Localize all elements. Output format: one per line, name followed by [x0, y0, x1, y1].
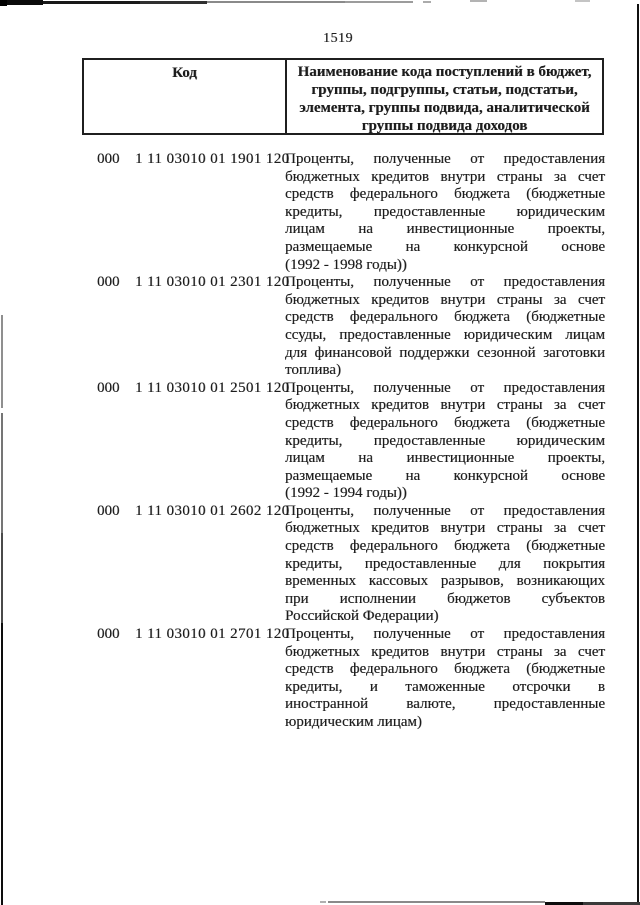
scan-artifact-right-edge [637, 4, 639, 905]
description-line: Проценты, полученные от предоставления [285, 379, 605, 396]
scan-artifact-bottom-edge [320, 901, 326, 903]
scan-artifact-left-edge [1, 315, 3, 408]
table-row [97, 274, 605, 380]
row-description [285, 380, 605, 503]
table-rows [97, 151, 605, 732]
description-line: юридическим лицам) [285, 714, 422, 730]
scan-artifact-top-edge [470, 0, 487, 2]
description-line: кредиты, и таможенные отсрочки в [285, 678, 605, 695]
table-row [97, 503, 605, 626]
description-line: Российской Федерации) [285, 608, 439, 625]
description-line: кредиты, предоставленные юридическим [285, 432, 605, 449]
row-admin-code: 000 [97, 151, 120, 167]
header-cell-name: Наименование кода поступлений в бюджет, группы, подгруппы, статьи, подстатьи, элемента, группы подвида, аналитической группы подвида доходов [297, 64, 592, 134]
description-line: лицам на инвестиционные проекты, [285, 221, 605, 238]
page-number: 1519 [323, 31, 353, 46]
table-row [97, 151, 605, 274]
description-line: при исполнении бюджетов субъектов [285, 590, 605, 607]
row-budget-code: 1 11 03010 01 1901 120 [135, 151, 290, 167]
row-budget-code: 1 11 03010 01 2701 120 [135, 626, 290, 643]
description-line: Проценты, полученные от предоставления [285, 502, 605, 519]
scan-artifact-bottom-edge [328, 901, 545, 903]
description-line: (1992 - 1998 годы)) [285, 256, 407, 273]
description-line: размещаемые на конкурсной основе [285, 467, 605, 484]
table-row [97, 626, 605, 732]
scan-artifact-top-edge [345, 1, 413, 3]
row-admin-code: 000 [97, 379, 120, 396]
header-cell-code: Код [84, 60, 287, 133]
scan-artifact-top-edge [0, 0, 7, 6]
description-line: бюджетных кредитов внутри страны за счет [285, 291, 605, 308]
row-description [285, 151, 605, 274]
scan-artifact-top-edge [43, 1, 140, 4]
row-admin-code: 000 [97, 274, 120, 291]
description-line: бюджетных кредитов внутри страны за счет [285, 397, 605, 414]
table-header [82, 58, 604, 135]
scan-artifact-top-edge [423, 1, 431, 3]
description-line: Проценты, полученные от предоставления [285, 151, 605, 167]
description-line: лицам на инвестиционные проекты, [285, 450, 605, 467]
description-line: Проценты, полученные от предоставления [285, 274, 605, 291]
row-admin-code: 000 [97, 502, 120, 519]
description-line: бюджетных кредитов внутри страны за счет [285, 643, 605, 660]
description-line: ссуды, предоставленные юридическим лицам [285, 326, 605, 343]
row-budget-code: 1 11 03010 01 2602 120 [135, 502, 290, 519]
scan-artifact-top-edge [207, 1, 345, 3]
description-line: временных кассовых разрывов, возникающих [285, 573, 605, 590]
description-line: размещаемые на конкурсной основе [285, 238, 605, 255]
description-line: кредиты, предоставленные для покрытия [285, 555, 605, 572]
description-line: топлива) [285, 362, 341, 379]
description-line: кредиты, предоставленные юридическим [285, 203, 605, 220]
row-budget-code: 1 11 03010 01 2301 120 [135, 274, 290, 291]
scan-artifact-left-edge [1, 623, 3, 905]
description-line: иностранной валюте, предоставленные [285, 696, 605, 713]
row-description [285, 626, 605, 732]
scan-artifact-left-edge [1, 533, 3, 623]
row-admin-code: 000 [97, 626, 120, 643]
description-line: средств федерального бюджета (бюджетные [285, 309, 605, 326]
description-line: (1992 - 1994 годы)) [285, 485, 407, 502]
description-line: для финансовой поддержки сезонной заготовки [285, 344, 605, 361]
row-description [285, 503, 605, 626]
scan-artifact-left-edge [1, 413, 3, 533]
description-line: средств федерального бюджета (бюджетные [285, 186, 605, 203]
scan-artifact-top-edge [575, 0, 590, 2]
description-line: Проценты, полученные от предоставления [285, 626, 605, 643]
description-line: средств федерального бюджета (бюджетные [285, 538, 605, 555]
scan-artifact-top-edge [7, 0, 43, 5]
description-line: средств федерального бюджета (бюджетные [285, 661, 605, 678]
description-line: бюджетных кредитов внутри страны за счет [285, 520, 605, 537]
description-line: бюджетных кредитов внутри страны за счет [285, 168, 605, 185]
row-description [285, 274, 605, 380]
description-line: средств федерального бюджета (бюджетные [285, 414, 605, 431]
scan-artifact-top-edge [140, 1, 207, 4]
row-budget-code: 1 11 03010 01 2501 120 [135, 379, 290, 396]
table-row [97, 380, 605, 503]
